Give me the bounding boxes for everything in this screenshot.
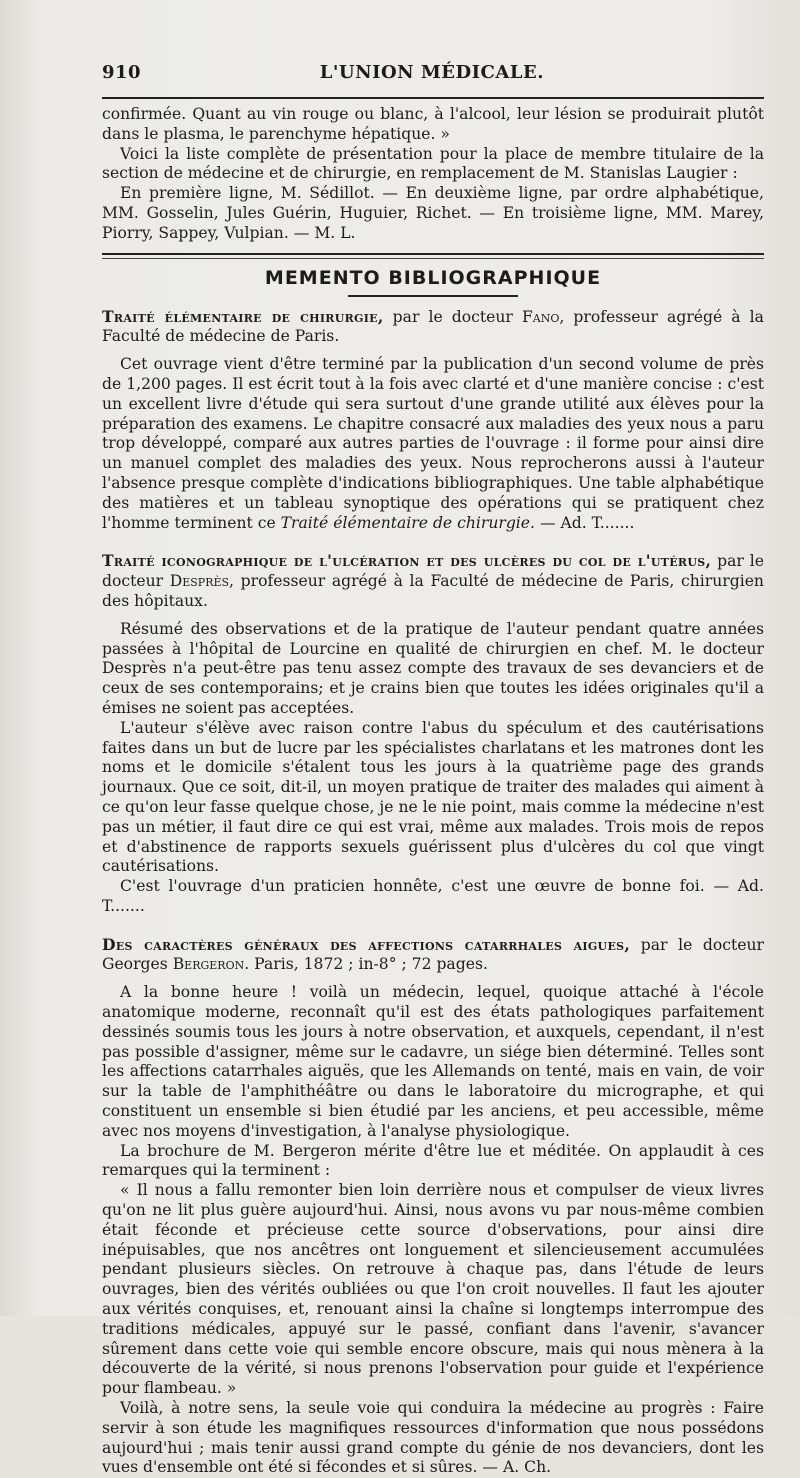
entry-byline: par le docteur xyxy=(102,552,765,591)
entry-author: Bergeron. xyxy=(172,955,250,974)
entry-publication: Paris, 1872 ; in-8° ; 72 pages. xyxy=(254,955,488,974)
entry-body-despres-1: Résumé des observations et de la pratique de l'auteur pendant quatre années passées à l'hôpital de Lourcine en qualité de chirurgien en chef. M. le docteur Desprès n'a peut-être pas tenu assez compte des travaux de ses devanciers et de ceux de ses contemporains; et je crains bien que toutes les idées originales qu'il a émises ne soient pas acceptées. xyxy=(102,619,764,717)
entry-signature: — Ad. T....... xyxy=(539,513,635,532)
section-title: MEMENTO BIBLIOGRAPHIQUE xyxy=(264,266,602,289)
page-number: 910 xyxy=(102,62,142,83)
entry-body-despres-2: L'auteur s'élève avec raison contre l'abus du spéculum et des cautérisations faites dans un but de lucre par les spécialistes charlatans et les matrones dont les noms et le domicile s'étalent tous les jours à la quatrième page des grands journaux. Que ce soit, dit-il, un moyen pratique de traiter des malades qui aiment à ce qu'on leur fasse quelque chose, je ne le nie point, mais comme la médecine n'est pas un métier, il faut dire ce qui est vrai, même aux malades. Trois mois de repos et d'abstinence de rapports sexuels guérissent plus d'ulcères du col que vingt cautérisations. xyxy=(102,718,764,876)
entry-body-bergeron-quote: « Il nous a fallu remonter bien loin derrière nous et compulser de vieux livres qu'on ne lit plus guère aujourd'hui. Ainsi, nous avons vu par nous-même combien était féconde et précieuse cette source d'observations, pour ainsi dire inépuisables, que nos ancêtres ont longuement et silencieusement accumulées pendant plusieurs siècles. On retrouve à chaque pas, dans l'étude de leurs ouvrages, bien des vérités oubliées ou que l'on croit nouvelles. Il faut les ajouter aux vérités conquises, et, renouant ainsi la chaîne si longtemps interrompue des traditions médicales, appuyé sur le passé, confiant dans l'avenir, s'avancer sûrement dans cette voie qui semble encore obscure, mais qui nous mènera à la découverte de la vérité, si nous prenons l'observation pour guide et l'expérience pour flambeau. » xyxy=(102,1181,764,1398)
entry-body-italic: Traité élémentaire de chirurgie. xyxy=(280,513,535,532)
intro-paragraph-1: confirmée. Quant au vin rouge ou blanc, à l'alcool, leur lésion se produirait plutôt dans le plasma, le parenchyme hépatique. » xyxy=(102,105,764,143)
entry-body-bergeron-1: A la bonne heure ! voilà un médecin, lequel, quoique attaché à l'école anatomique moderne, reconnaît qu'il est des états pathologiques parfaitement dessinés soumis tous les jours à notre observation, et auxquels, cependant, il n'est pas possible d'assigner, même sur le cadavre, un siége bien déterminé. Telles sont les affections catarrhales aiguës, que les Allemands on tenté, mais en vain, de voir sur la table de l'amphithéâtre ou dans le laboratoire du micrographe, et qui constituent un ensemble si bien étudié par les anciens, et peu accessible, même avec nos moyens d'investigation, à l'analyse physiologique. xyxy=(102,983,764,1140)
entry-heading-fano xyxy=(102,307,764,348)
entry-heading-bergeron xyxy=(102,935,764,976)
entry-body-bergeron-2: La brochure de M. Bergeron mérite d'être lue et méditée. On applaudit à ces remarques qui la terminent : xyxy=(102,1141,764,1180)
entry-title: Traité élémentaire de chirurgie, xyxy=(102,306,384,326)
entry-body-text: Cet ouvrage vient d'être terminé par la publication d'un second volume de près de 1,200 pages. Il est écrit tout à la fois avec clarté et d'une manière concise : c'est un excellent livre d'étude qui sera surtout d'une grande utilité aux élèves pour la préparation des examens. Le chapitre consacré aux maladies des yeux nous a paru trop développé, comparé aux autres parties de l'ouvrage : il forme pour ainsi dire un manuel complet des maladies des yeux. Nous reprocherons aussi à l'auteur l'absence presque complète d'indications bibliographiques. Une table alphabétique des matières et un tableau synoptique des opérations qui se pratiquent chez l'homme terminent ce xyxy=(102,355,764,532)
entry-affiliation: professeur agrégé à la Faculté de médecine de Paris. xyxy=(102,307,764,346)
entry-byline: par le docteur xyxy=(392,307,513,326)
entry-author: Desprès, xyxy=(169,572,235,591)
entry-body-bergeron-4: Voilà, à notre sens, la seule voie qui conduira la médecine au progrès : Faire servir à son étude les magnifiques ressources d'information que nous possédons aujourd'hui ; mais tenir aussi grand compte du génie de nos devanciers, dont les vues d'ensemble ont été si fécondes et si sûres. — A. Ch. xyxy=(102,1399,764,1477)
entry-title: Des caractères généraux des affections catarrhales aigues, xyxy=(102,934,631,954)
intro-paragraph-3: En première ligne, M. Sédillot. — En deuxième ligne, par ordre alphabétique, MM. Gosselin, Jules Guérin, Huguier, Richet. — En troisième ligne, MM. Marey, Piorry, Sappey, Vulpian. — M. L. xyxy=(102,184,764,242)
section-title-rule xyxy=(348,295,518,297)
entry-heading-despres xyxy=(102,551,764,611)
page-header xyxy=(102,62,764,83)
entry-affiliation: professeur agrégé à la Faculté de médecine de Paris, chirurgien des hôpitaux. xyxy=(102,572,764,610)
entry-body-despres-3: C'est l'ouvrage d'un praticien honnête, c'est une œuvre de bonne foi. — Ad. T....... xyxy=(102,877,764,915)
entry-title: Traité iconographique de l'ulcération et des ulcères du col de l'utérus, xyxy=(102,551,712,571)
journal-title: L'UNION MÉDICALE. xyxy=(319,62,544,83)
entry-author: Fano, xyxy=(521,307,565,326)
entry-byline: par le docteur Georges xyxy=(102,935,764,974)
intro-paragraph-2: Voici la liste complète de présentation pour la place de membre titulaire de la section de médecine et de chirurgie, en remplacement de M. Stanislas Laugier : xyxy=(102,144,764,183)
entry-body-fano xyxy=(102,355,764,533)
section-separator xyxy=(102,253,764,259)
